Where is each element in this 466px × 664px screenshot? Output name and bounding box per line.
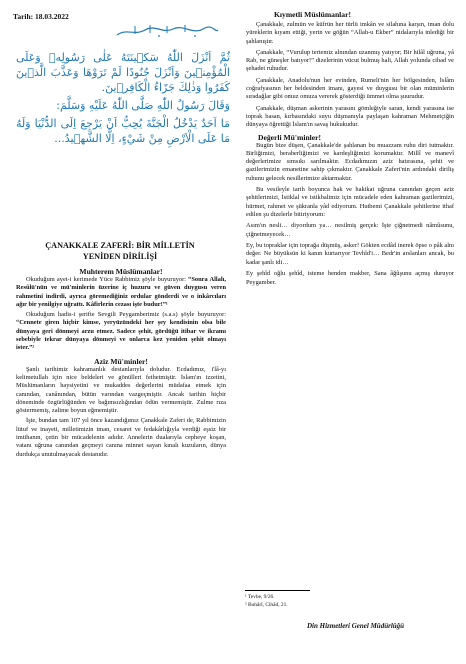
section-heading: Muhterem Müslümanlar! [79,267,163,276]
paragraph: Okuduğum hadis-i şerifte Sevgili Peygamberimiz (s.a.s) şöyle buyuruyor: “Cennete giren hiçbir kimse, yeryüzündeki her şey kendisinin olsa bile dünyaya geri dönmeyi arzu etmez. Sadece şehit, gördüğü itibar ve ikramı sebebiyle tekrar dünyaya dönmeyi ve onlarca kez yeniden şehit olmayı ister.”² [16,311,226,352]
title-line2: YENİDEN DİRİLİŞİ [82,252,158,261]
paragraph: Bugün bize düşen, Çanakkale'de şahlanan bu muazzam ruhu diri tutmaktır. Birliğimizi, beraberliğimizi ve kardeşliğimizi korumaktır. Millî ve manevî değerlerimize sımsıkı sarılmaktır. Ecdadımızın aziz hatırasına, şehit ve gazilerimizin emanetine sahip çıkmaktır. Çanakkale Zaferi'nin ardındaki diriliş ruhunu gelecek nesillerimize aktarmaktır. [246,141,454,182]
paragraph: Çanakkale, zulmün ve küfrün her türlü imkân ve silahına karşın, iman dolu yüreklerin kıyam ettiği, yerin ve göğün “Allah-u Ekber” nidalarıyla inlediği bir şahlanıştır. [246,21,454,45]
title-line1: ÇANAKKALE ZAFERİ: BİR MİLLETİN [45,241,195,250]
paragraph: Çanakkale, “Vurulup tertemiz alnından uzanmış yatıyor; Bir hilâl uğruna, yâ Rab, ne güneşler batıyor!” dizelerinin vücut bulmuş hali, Allah yolunda cihad ve şehadet ruhudur. [246,48,454,73]
verse: Ey şehîd oğlu şehîd, isteme benden makber, Sana âğûşunu açmış duruyor Peygamber. [246,270,454,286]
section-heading: Aziz Mü'minler! [94,356,148,366]
paragraph: Çanakkale, düşman askerinin yarasını gömleğiyle saran, kendi yarasına ise toprak basan, kırbasındaki suyu düşmanıyla paylaşan kahraman Mehmetçiğin dünyaya öğrettiği İslam'ın savaş hukukudur. [246,104,454,129]
signature: Din Hizmetleri Genel Müdürlüğü [307,622,405,630]
hadith-text: مَا اَحَدٌ يَدْخُلُ الْجَنَّةَ يُحِبُّ اَنْ يَرْجِعَ اِلَى الدُّنْيَا وَلَهُ مَا عَلَى الْاَرْضِ مِنْ شَيْءٍ، اِلَّا الشَّهٖيدُ... [16,117,230,145]
paragraph: Okuduğum ayet-i kerimede Yüce Rabbimiz şöyle buyuruyor: “Sonra Allah, Resûlü'nün ve mü'minlerin üzerine iç huzuru ve güven duygusu veren rahmetini indirdi, ayrıca göremediğiniz ordular gönderdi ve o inkârcıları ağır bir yenilgiye uğrattı. Kâfirlerin cezası işte budur!”¹ [16,276,227,308]
ayah-text: ثُمَّ اَنْزَلَ اللّٰهُ سَكٖينَتَهُ عَلٰى رَسُولِهٖ وَعَلَى الْمُؤْمِنٖينَ وَاَنْزَلَ جُنُودًا لَمْ تَرَوْهَا وَعَذَّبَ الَّذٖينَ كَفَرُوا وَذٰلِكَ جَزَٓاءُ الْكَافِرٖينَ. [16,51,230,94]
left-column-text [16,267,226,459]
date-label: Tarih: 18.03.2022 [13,12,69,21]
arabic-text-block [16,50,230,149]
right-column-text [246,10,454,287]
paragraph: Bu vesileyle tarih boyunca hak ve hakikat uğruna canından geçen aziz şehitlerimizi, İstiklal ve istikbalimiz için mücadele eden kahraman gazilerimizi, hürmet, rahmet ve şükranla yâd ediyorum. Hutbemi Çanakkale şehitlerine ithaf edilen şu dizelerle bitiriyorum: [246,186,454,218]
bismillah-calligraphy [115,24,220,38]
sermon-title [18,240,222,262]
hadith-intro: وَقَالَ رَسُولُ اللّٰهِ صَلَّى اللّٰهُ عَلَيْهِ وَسَلَّمَ: [56,99,230,112]
footnote-1: ¹ Tevbe, 9/26. [245,594,275,600]
verse: Asım'ın nesli… diyordum ya… nesilmiş gerçek: İşte çiğnetmedi nâmûsunu, çiğnetmeyecek… [246,222,454,238]
footnote-divider [245,590,310,591]
section-heading: Değerli Mü'minler! [258,132,322,142]
paragraph: Şanlı tarihimiz kahramanlık destanlarıyla doludur. Ecdadımız, i'lâ-yı kelimetullah için nice beldeleri ve gönülleri fethetmiştir. İslam'ın izzetini, Müslümanların haysiyetini ve mukaddes değerlerini müdafaa etmek için canından, canânından, bütün varından vazgeçmiştir. Ancak tarihin hiçbir döneminde özgürlüğünden ve bağımsızlığından ödün vermemiştir. Zulme rıza göstermemiş, zalime boyun eğmemiştir. [16,365,226,415]
footnote-2: ² Buhârî, Cihâd, 21. [245,602,288,608]
paragraph: İşte, bundan tam 107 yıl önce kazandığımız Çanakkale Zaferi de, Rabbimizin lütuf ve inayeti, milletimizin iman, cesaret ve fedakârlığıyla verdiği eşsiz bir imtihanın, çetin bir mücadelenin adıdır. Annelerin dualarıyla cepheye koşan, vatanı uğruna canından geçmeyi canına minnet sayan kınalı kuzuların, dünya durdukça unutulmayacak destanıdır. [16,417,226,458]
paragraph: Çanakkale, Anadolu'nun her evinden, Rumeli'nin her bölgesinden, İslâm coğrafyasının her beldesinden imanı, gayesi ve duygusu bir olan müminlerin sıradağlar gibi omuz omuza vererek gösterdiği ümmet olma şuurudur. [246,76,454,101]
section-heading: Kıymetli Müslümanlar! [274,10,351,19]
verse: Ey, bu topraklar için toprağa düşmüş, asker! Gökten ecdâd inerek öpse o pâk alnı değer. Ne büyüksün ki kanın kurtarıyor Tevhîd'i… Bedr'in arslanları ancak, bu kadar şanlı idi… [246,242,454,266]
